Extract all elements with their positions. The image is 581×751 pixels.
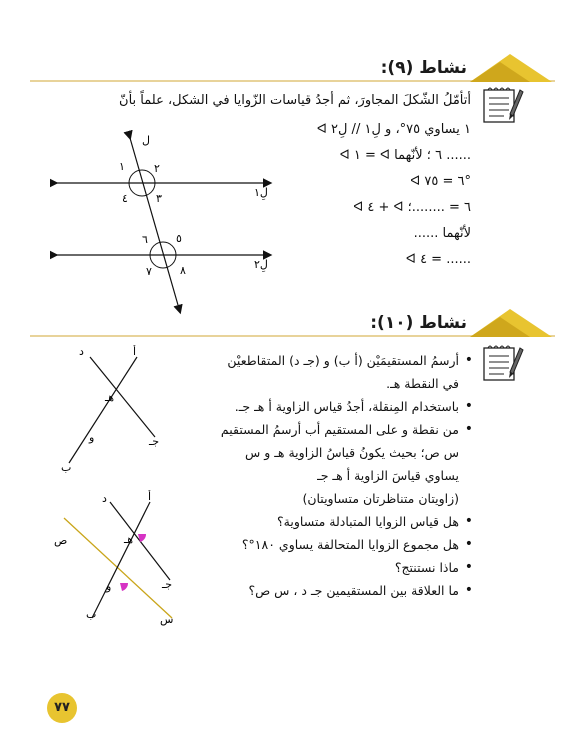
label-l1: لِ١: [254, 186, 268, 199]
pencil-notebook-icon: [480, 84, 524, 126]
label-angle-8: ٨: [180, 264, 186, 277]
fig1-label-a: أ: [133, 345, 137, 358]
activity10-item: • من نقطة و على المستقيم أب أرسمُ المستقيم: [173, 418, 473, 441]
intersecting-lines-figure: [55, 345, 175, 475]
fig1-label-d: د: [79, 345, 84, 358]
fig2-label-h: هـ: [124, 533, 134, 546]
label-angle-1: ١: [119, 160, 125, 173]
activity9-line-1: ᐊ ١ يساوي ٧٥°، و لِ١ // لِ٢: [316, 122, 471, 137]
activity10-item: • أرسمُ المستقيمَيْن (أ ب) و (جـ د) المتقاطعيْن: [173, 349, 473, 372]
parallel-lines-figure: [50, 130, 280, 320]
triangle-header-icon: [460, 305, 555, 339]
fig2-label-c: جـ: [162, 578, 173, 591]
fig2-label-w: و: [106, 580, 112, 593]
fig2-label-d: د: [102, 492, 107, 505]
fig2-label-b: ب: [86, 608, 97, 621]
fig2-label-ss: ص: [54, 534, 68, 547]
activity10-item: • هل مجموع الزوايا المتحالفة يساوي ١٨٠°؟: [173, 533, 473, 556]
pencil-notebook-icon: [480, 342, 524, 384]
activity9-line-6: ᐊ ٤ = ......: [405, 252, 471, 267]
label-angle-7: ٧: [146, 265, 152, 278]
triangle-header-icon: [460, 50, 555, 84]
activity10-item: • باستخدام المِنقلة، أجدُ قياس الزاوية أ هـ جـ.: [173, 395, 473, 418]
label-angle-3: ٣: [156, 192, 162, 205]
activity10-item: • ما العلاقة بين المستقيمين جـ د ، س ص؟: [173, 579, 473, 602]
activity9-line-2: ᐊ ١ = ᐊ ٦ ؛ لأنّهما ......: [339, 148, 471, 163]
label-angle-2: ٢: [154, 162, 160, 175]
activity10-item: • ماذا نستنتج؟: [173, 556, 473, 579]
activity9-title: نشاط (٩):: [380, 58, 467, 78]
fig2-label-s: س: [160, 613, 174, 626]
activity9-intro: أتأمّلُ الشّكلَ المجاورَ، ثم أجدُ قياسات الزّوايا في الشكل، علماً بأنّ: [119, 93, 471, 108]
activity10-bullet-list: [173, 349, 473, 602]
label-l: ل: [142, 134, 150, 147]
activity9-line-3: ᐊ ٦ = ٧٥°: [410, 174, 471, 189]
fig2-label-a: أ: [148, 490, 152, 503]
activity10-item: س ص؛ بحيث يكونُ قياسُ الزاوية هـ و س: [245, 445, 459, 460]
activity10-item: في النقطة هـ.: [386, 376, 459, 391]
fig1-label-b: ب: [61, 461, 72, 474]
fig1-label-h: هـ: [105, 391, 115, 404]
fig1-label-w: و: [89, 431, 95, 444]
parallel-construction-figure: [50, 490, 180, 635]
activity10-title: نشاط (١٠):: [370, 313, 467, 333]
activity10-item: • هل قياس الزوايا المتبادلة متساوية؟: [173, 510, 473, 533]
label-angle-4: ٤: [122, 192, 128, 205]
activity10-item: يساوي قياسَ الزاوية أ هـ جـ: [317, 468, 459, 483]
label-l2: لِ٢: [254, 258, 268, 271]
fig1-label-c: جـ: [149, 435, 160, 448]
page-number: ٧٧: [47, 693, 77, 723]
label-angle-5: ٥: [176, 232, 182, 245]
activity10-item: (زاويتان متناظرتان متساويتان): [302, 491, 459, 506]
activity9-line-4: ᐊ ٤ + ᐊ ٦ = ........؛: [353, 200, 471, 215]
label-angle-6: ٦: [142, 233, 148, 246]
activity9-line-5: لأنّهما ......: [413, 226, 471, 241]
